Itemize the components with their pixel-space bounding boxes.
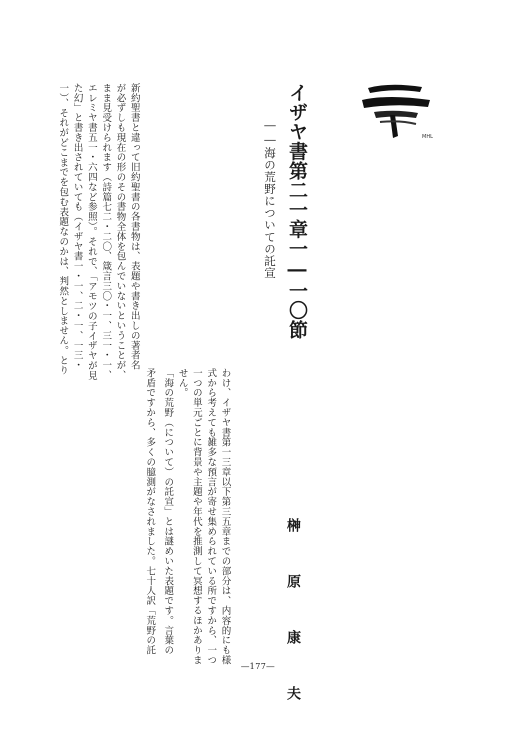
text-line: エレミヤ書五一・六四など参照）。それで、「アモツの子イザヤが見 <box>85 83 97 381</box>
brush-ornament-logo <box>360 78 440 148</box>
text-line: が必ずしも現在の形のその書物全体を包んでいないということが、 <box>114 83 126 380</box>
text-line: た幻」と書き出されていても（イザヤ書一・一、二・一、一三・ <box>71 83 83 371</box>
text-line: 一）、それがどこまでを包む表題なのかは、判然としません。とり <box>57 83 69 376</box>
text-line: せん。 <box>176 368 188 398</box>
author-name: 榊 原 康 夫 <box>285 518 301 714</box>
text-line: 一つの単元ごとに背景や主題や年代を推測して冥想するほかありま <box>190 368 202 665</box>
article-title: イザヤ書第二一章一―一〇節 <box>286 83 308 340</box>
text-line: わけ、イザヤ書第一三章以下第三五章までの部分は、内容的にも様 <box>219 368 231 665</box>
body-text-block-1 <box>55 83 141 381</box>
text-line: まま見受けられます（詩篇七二・二〇、箴言三〇・一、三一・一、 <box>100 83 112 380</box>
text-line: 矛盾ですから、多くの臆測がなされました。七十人訳「荒野の託 <box>144 368 156 656</box>
svg-text:MHL: MHL <box>422 134 433 140</box>
text-line: 式から考えても雑多な預言が寄せ集められている所ですから、一つ <box>205 368 217 665</box>
article-subtitle: ――海の荒野についての託宣 <box>263 118 277 279</box>
text-line: 「海の荒野（について）の託宣」とは謎めいた表題です。言葉の <box>162 368 174 656</box>
body-text-block-2 <box>142 368 231 665</box>
page-number: ―177― <box>241 662 275 671</box>
text-line: 新約聖書と違って旧約聖書の各書物は、表題や書き出しの著者名 <box>128 83 140 371</box>
